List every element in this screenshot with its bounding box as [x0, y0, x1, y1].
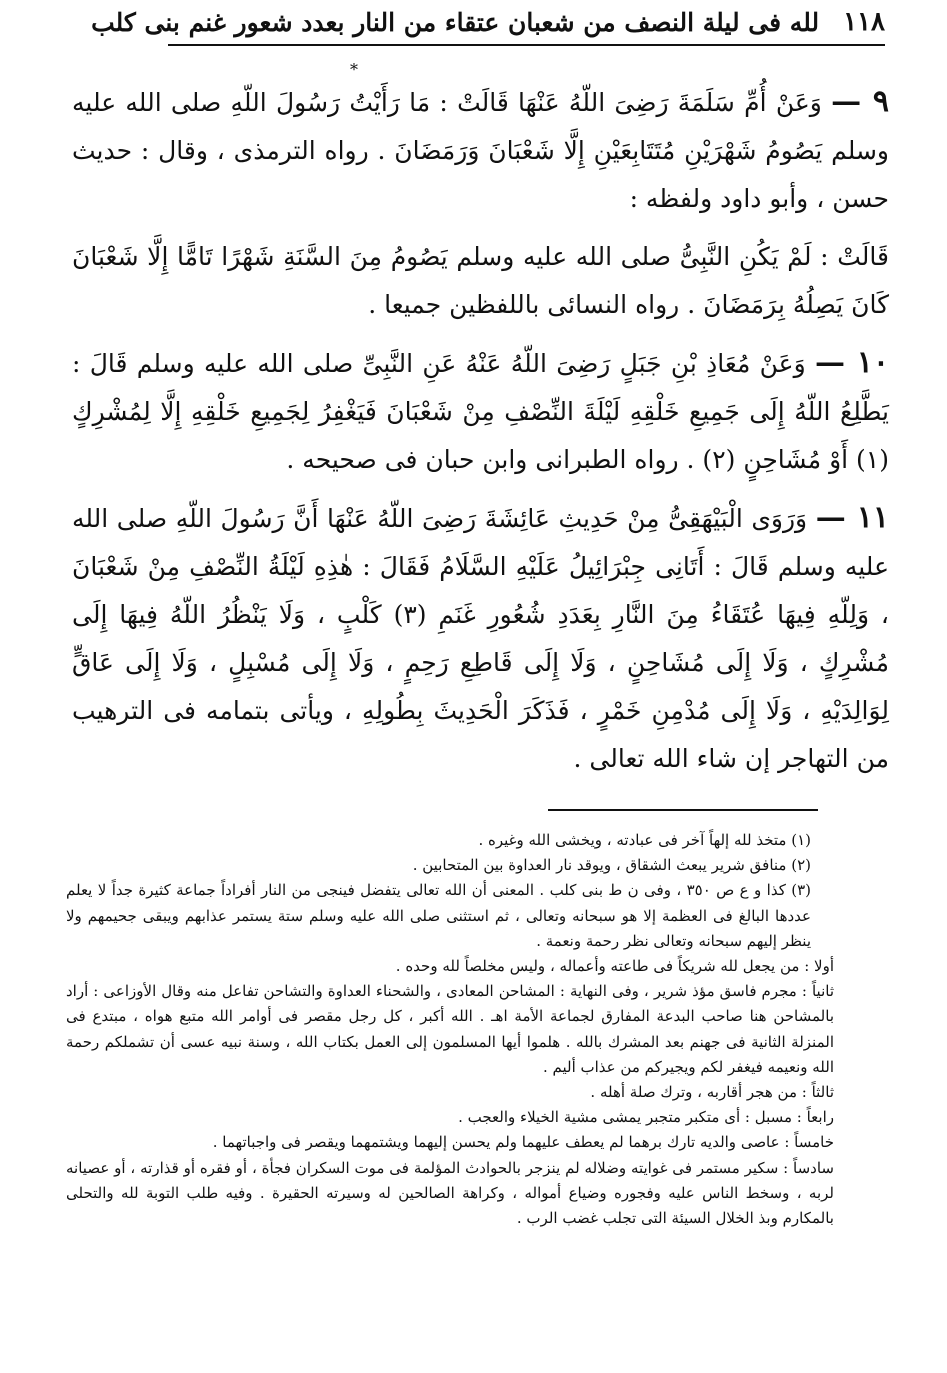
- footnote-point-2: ثانياً : مجرم فاسق مؤذ شرير ، وفى النهاية : المشاحن المعادى ، والشحناء العداوة والتشاحن تفاعل منه وقال الأوزاعى : أراد بالمشاحن هنا صاحب البدعة المفارق لجماعة الأمة اهـ . الله أكبر ، كل رجل مقصر فى أوامر الله متبع هواه ، مبتدع فى المنزلة الثانية فى جهنم بعد المشرك بالله . هلموا أيها المسلمون إلى العمل بكتاب الله ، وسنة نبيه عسى أن تشملكم رحمة الله ونعيمه فيغفر لكم ويجيركم من عذاب أليم .: [66, 982, 834, 1076]
- hadith-number: ١٠ —: [814, 345, 889, 380]
- footnote-point-4: رابعاً : مسبل : أى متكبر متجبر يمشى مشية الخيلاء والعجب .: [458, 1108, 834, 1127]
- footnote-point-6: سادساً : سكير مستمر فى غوايته وضلاله لم ينزجر بالحوادث المؤلمة فى موت السكران فجأة ، أو فقره أو قذارته ، أو عصيانه لربه ، وسخط الناس عليه وفجوره وضياع أمواله ، وكراهة الصالحين له وسيرته الحقيرة . وفيه طلب التوبة لله والتحلى بالمكارم وبذ الخلال السيئة التى تجلب غضب الرب .: [66, 1158, 834, 1228]
- footnote-separator: [548, 809, 818, 811]
- footnote-1: (١) متخذ لله إلهاً آخر فى عبادته ، ويخشى الله وغيره .: [478, 831, 811, 849]
- hadith-9-variant: [72, 233, 889, 329]
- footnote-3: (٣) كذا و ع ص ٣٥٠ ، وفى ن ط بنى كلب . المعنى أن الله تعالى يتفضل فينجى من النار أفراداً جماعة كثيرة جداً لا يعلم عددها البالغ فى العظمة إلا هو سبحانه وتعالى ، ثم استثنى صلى الله عليه وسلم ستة يستمر عذابهم ويبقى جحيمهم ولا ينظر إليهم سبحانه وتعالى نظر رحمة ونعمة .: [66, 881, 812, 950]
- page-header: [91, 0, 885, 46]
- running-title: لله فى ليلة النصف من شعبان عتقاء من النار بعدد شعور غنم بنى كلب: [91, 7, 820, 37]
- hadith-number: ١١ —: [815, 500, 889, 535]
- hadith-body: وَعَنْ أُمِّ سَلَمَةَ رَضِىَ اللّهُ عَنْهَا قَالَتْ : مَا رَأَيْتُ رَسُولَ اللّهِ صلى الله عليه وسلم يَصُومُ شَهْرَيْنِ مُتَتَابِعَيْنِ إِلَّا شَعْبَانَ وَرَمَضَانَ . رواه الترمذى ، وقال : حديث حسن ، وأبو داود ولفظه :: [72, 88, 889, 213]
- hadith-10: [72, 339, 889, 484]
- hadith-11: [72, 494, 889, 783]
- hadith-text: [72, 78, 889, 783]
- page-number: ١١٨: [843, 7, 885, 37]
- hadith-body: قَالَتْ : لَمْ يَكُنِ النَّبِىُّ صلى الله عليه وسلم يَصُومُ مِنَ السَّنَةِ شَهْرًا تَامًّا إِلَّا شَعْبَانَ كَانَ يَصِلُهُ بِرَمَضَانَ . رواه النسائى باللفظين جميعا .: [72, 242, 889, 319]
- hadith-body: وَرَوَى الْبَيْهَقِىُّ مِنْ حَدِيثِ عَائِشَةَ رَضِىَ اللّهُ عَنْهَا أَنَّ رَسُولَ اللّهِ صلى الله عليه وسلم قَالَ : أَتَانِى جِبْرَائِيلُ عَلَيْهِ السَّلَامُ فَقَالَ : هٰذِهِ لَيْلَةُ النِّصْفِ مِنْ شَعْبَانَ ، وَلِلّهِ فِيهَا عُتَقَاءُ مِنَ النَّارِ بِعَدَدِ شُعُورِ غَنَمِ (٣) كَلْبٍ ، وَلَا يَنْظُرُ اللّهُ فِيهَا إِلَى مُشْرِكٍ ، وَلَا إِلَى مُشَاحِنٍ ، وَلَا إِلَى قَاطِعِ رَحِمٍ ، وَلَا إِلَى مُسْبِلٍ ، وَلَا إِلَى عَاقٍّ لِوَالِدَيْهِ ، وَلَا إِلَى مُدْمِنِ خَمْرٍ ، فَذَكَرَ الْحَدِيثَ بِطُولِهِ ، ويأتى بتمامه فى الترهيب من التهاجر إن شاء الله تعالى .: [72, 504, 889, 773]
- footnote-point-3: ثالثاً : من هجر أقاربه ، وترك صلة أهله .: [590, 1083, 834, 1102]
- hadith-9: [72, 78, 889, 223]
- hadith-body: وَعَنْ مُعَاذِ بْنِ جَبَلٍ رَضِىَ اللّهُ عَنْهُ عَنِ النَّبِىِّ صلى الله عليه وسلم قَالَ : يَطَّلِعُ اللّهُ إِلَى جَمِيعِ خَلْقِهِ لَيْلَةَ النِّصْفِ مِنْ شَعْبَانَ فَيَغْفِرُ لِجَمِيعِ خَلْقِهِ إِلَّا لِمُشْرِكٍ (١) أَوْ مُشَاحِنٍ (٢) . رواه الطبرانى وابن حبان فى صحيحه .: [72, 349, 889, 474]
- asterisk-marker: *: [350, 60, 358, 79]
- hadith-number: ٩ —: [831, 84, 889, 119]
- footnotes: [66, 828, 889, 1231]
- footnote-2: (٢) منافق شرير يبعث الشقاق ، ويوقد نار العداوة بين المتحابين .: [412, 856, 811, 875]
- footnote-point-5: خامساً : عاصى والديه تارك برهما لم يعطف عليهما ولم يحسن إليهما ويشتمهما ويقصر فى واجباتهما .: [212, 1133, 834, 1152]
- footnote-point-1: أولا : من يجعل لله شريكاً فى طاعته وأعماله ، وليس مخلصاً لله وحده .: [395, 957, 834, 976]
